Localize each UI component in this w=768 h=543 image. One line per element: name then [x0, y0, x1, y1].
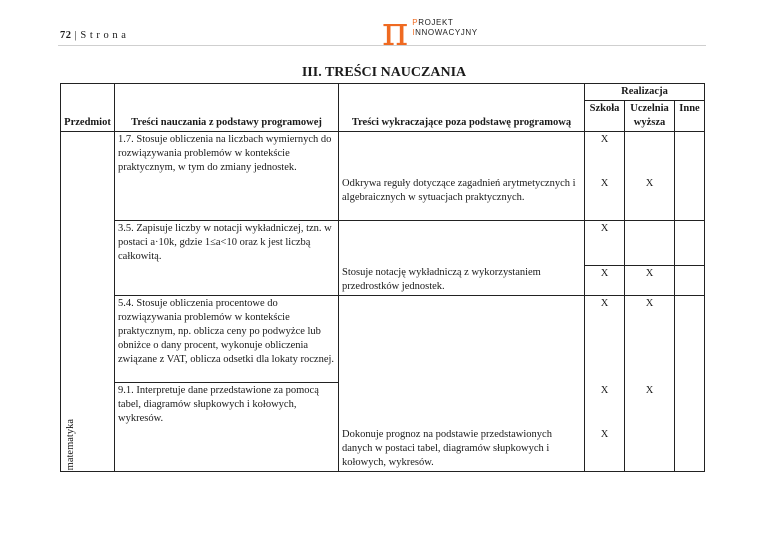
row-school: X: [585, 132, 625, 177]
row-other: [675, 132, 705, 177]
row-university: X: [625, 176, 675, 221]
header-other: Inne: [675, 101, 705, 132]
project-logo: [382, 9, 478, 55]
row-school: X: [585, 221, 625, 266]
row-beyond: Odkrywa reguły dotyczące zagadnień arytmetycznych i algebraicznych w sytuacjach praktycznych.: [339, 176, 585, 221]
logo-text: PROJEKT INNOWACYJNY: [412, 18, 478, 37]
row-school: X: [585, 427, 625, 472]
subject-label: matematyka: [65, 418, 76, 470]
row-school: X: [585, 265, 625, 296]
row-beyond: [339, 296, 585, 383]
row-content: 3.5. Zapisuje liczby w notacji wykładniczej, tzn. w postaci a·10k, gdzie 1≤a<10 oraz k jest liczbą całkowitą.: [115, 221, 339, 266]
row-other: [675, 383, 705, 428]
row-university: [625, 427, 675, 472]
row-content: [115, 265, 339, 296]
row-other: [675, 427, 705, 472]
table-row: [61, 383, 705, 428]
row-other: [675, 176, 705, 221]
row-beyond: [339, 221, 585, 266]
row-content: 1.7. Stosuje obliczenia na liczbach wymiernych do rozwiązywania problemów w kontekście praktycznym, w tym do zmiany jednostek.: [115, 132, 339, 177]
table-row: [61, 132, 705, 177]
row-content: [115, 176, 339, 221]
row-content: 9.1. Interpretuje dane przedstawione za pomocą tabel, diagramów słupkowych i kołowych, wykresów.: [115, 383, 339, 428]
row-beyond: Stosuje notację wykładniczą z wykorzystaniem przedrostków jednostek.: [339, 265, 585, 296]
row-university: [625, 132, 675, 177]
row-school: X: [585, 296, 625, 383]
section-title: III. TREŚCI NAUCZANIA: [301, 65, 467, 80]
header-realization: Realizacja: [585, 84, 705, 101]
row-content: [115, 427, 339, 472]
row-university: X: [625, 296, 675, 383]
row-university: X: [625, 265, 675, 296]
row-university: X: [625, 383, 675, 428]
curriculum-table: [60, 83, 705, 472]
row-school: X: [585, 383, 625, 428]
header-school: Szkoła: [585, 101, 625, 132]
row-beyond: Dokonuje prognoz na podstawie przedstawionych danych w postaci tabel, diagramów słupkowych i kołowych, wykresów.: [339, 427, 585, 472]
table-row: [61, 221, 705, 266]
page-label: S t r o n a: [80, 30, 127, 41]
row-university: [625, 221, 675, 266]
page-header: 72 | S t r o n a: [60, 30, 127, 41]
row-school: X: [585, 176, 625, 221]
pi-logo-icon: π: [382, 9, 409, 55]
row-other: [675, 221, 705, 266]
table-row: [61, 176, 705, 221]
row-beyond: [339, 132, 585, 177]
header-subject: Przedmiot: [61, 84, 115, 132]
table-row: [61, 296, 705, 383]
table-row: [61, 265, 705, 296]
header-beyond: Treści wykraczające poza podstawę programową: [339, 84, 585, 132]
row-beyond: [339, 383, 585, 428]
subject-cell: [61, 132, 115, 472]
header-content: Treści nauczania z podstawy programowej: [115, 84, 339, 132]
row-other: [675, 296, 705, 383]
table-row: [61, 427, 705, 472]
header-university: Uczelnia wyższa: [625, 101, 675, 132]
row-content: 5.4. Stosuje obliczenia procentowe do rozwiązywania problemów w kontekście praktycznym, np. oblicza ceny po podwyżce lub obniżce o dany procent, wykonuje obliczenia związane z VAT, oblicza odsetki dla lokaty rocznej.: [115, 296, 339, 383]
row-other: [675, 265, 705, 296]
table-header-row: [61, 84, 705, 101]
page-number: 72: [60, 30, 72, 41]
